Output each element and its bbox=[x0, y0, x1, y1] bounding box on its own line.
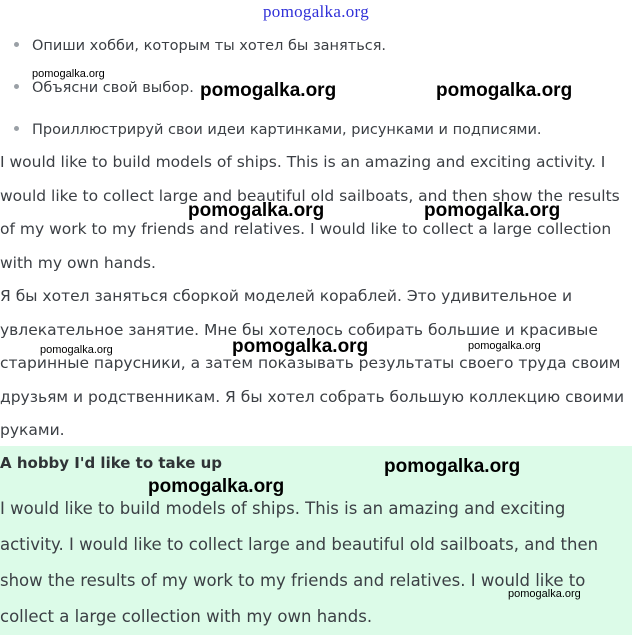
task-bullet bbox=[14, 38, 386, 54]
watermark: pomogalka.org bbox=[424, 200, 561, 221]
watermark: pomogalka.org bbox=[200, 80, 337, 101]
task-bullet-text: Объясни свой выбор. bbox=[32, 80, 194, 96]
watermark: pomogalka.org bbox=[468, 340, 541, 352]
header-watermark[interactable]: pomogalka.org bbox=[262, 2, 370, 21]
paragraph-russian: Я бы хотел заняться сборкой моделей кораблей. Это удивительное и увлекательное занятие. Мне бы хотелось собирать большие и красивые старинные парусники, а затем показывать результаты своего труда своим друзьям и родственникам. Я бы хотел собрать большую коллекцию своими руками. bbox=[0, 287, 625, 439]
paragraph-english: I would like to build models of ships. This is an amazing and exciting activity. I would like to collect large and beautiful old sailboats, and then show the results of my work to my friends and relatives. I would like to collect a large collection with my own hands. bbox=[0, 153, 620, 272]
watermark: pomogalka.org bbox=[232, 336, 369, 357]
answer-box-title: A hobby I'd like to take up bbox=[0, 454, 223, 472]
watermark: pomogalka.org bbox=[436, 80, 573, 101]
watermark: pomogalka.org bbox=[384, 456, 521, 477]
task-bullet bbox=[14, 122, 542, 138]
bullet-dot-icon bbox=[14, 84, 19, 89]
answer-box bbox=[0, 446, 632, 635]
watermark: pomogalka.org bbox=[188, 200, 325, 221]
task-bullet-text: Опиши хобби, которым ты хотел бы заняться. bbox=[32, 38, 387, 54]
watermark: pomogalka.org bbox=[508, 588, 581, 600]
answer-box-text: I would like to build models of ships. This is an amazing and exciting activity. I would like to collect large and beautiful old sailboats, and then show the results of my work to my friends and relatives. I would like to collect a large collection with my own hands. bbox=[0, 499, 599, 626]
watermark: pomogalka.org bbox=[40, 344, 113, 356]
task-bullet-text: Проиллюстрируй свои идеи картинками, рисунками и подписями. bbox=[32, 122, 542, 138]
task-bullet bbox=[14, 80, 194, 96]
bullet-dot-icon bbox=[14, 126, 19, 131]
bullet-dot-icon bbox=[14, 42, 19, 47]
watermark: pomogalka.org bbox=[32, 68, 105, 80]
watermark: pomogalka.org bbox=[148, 476, 285, 497]
